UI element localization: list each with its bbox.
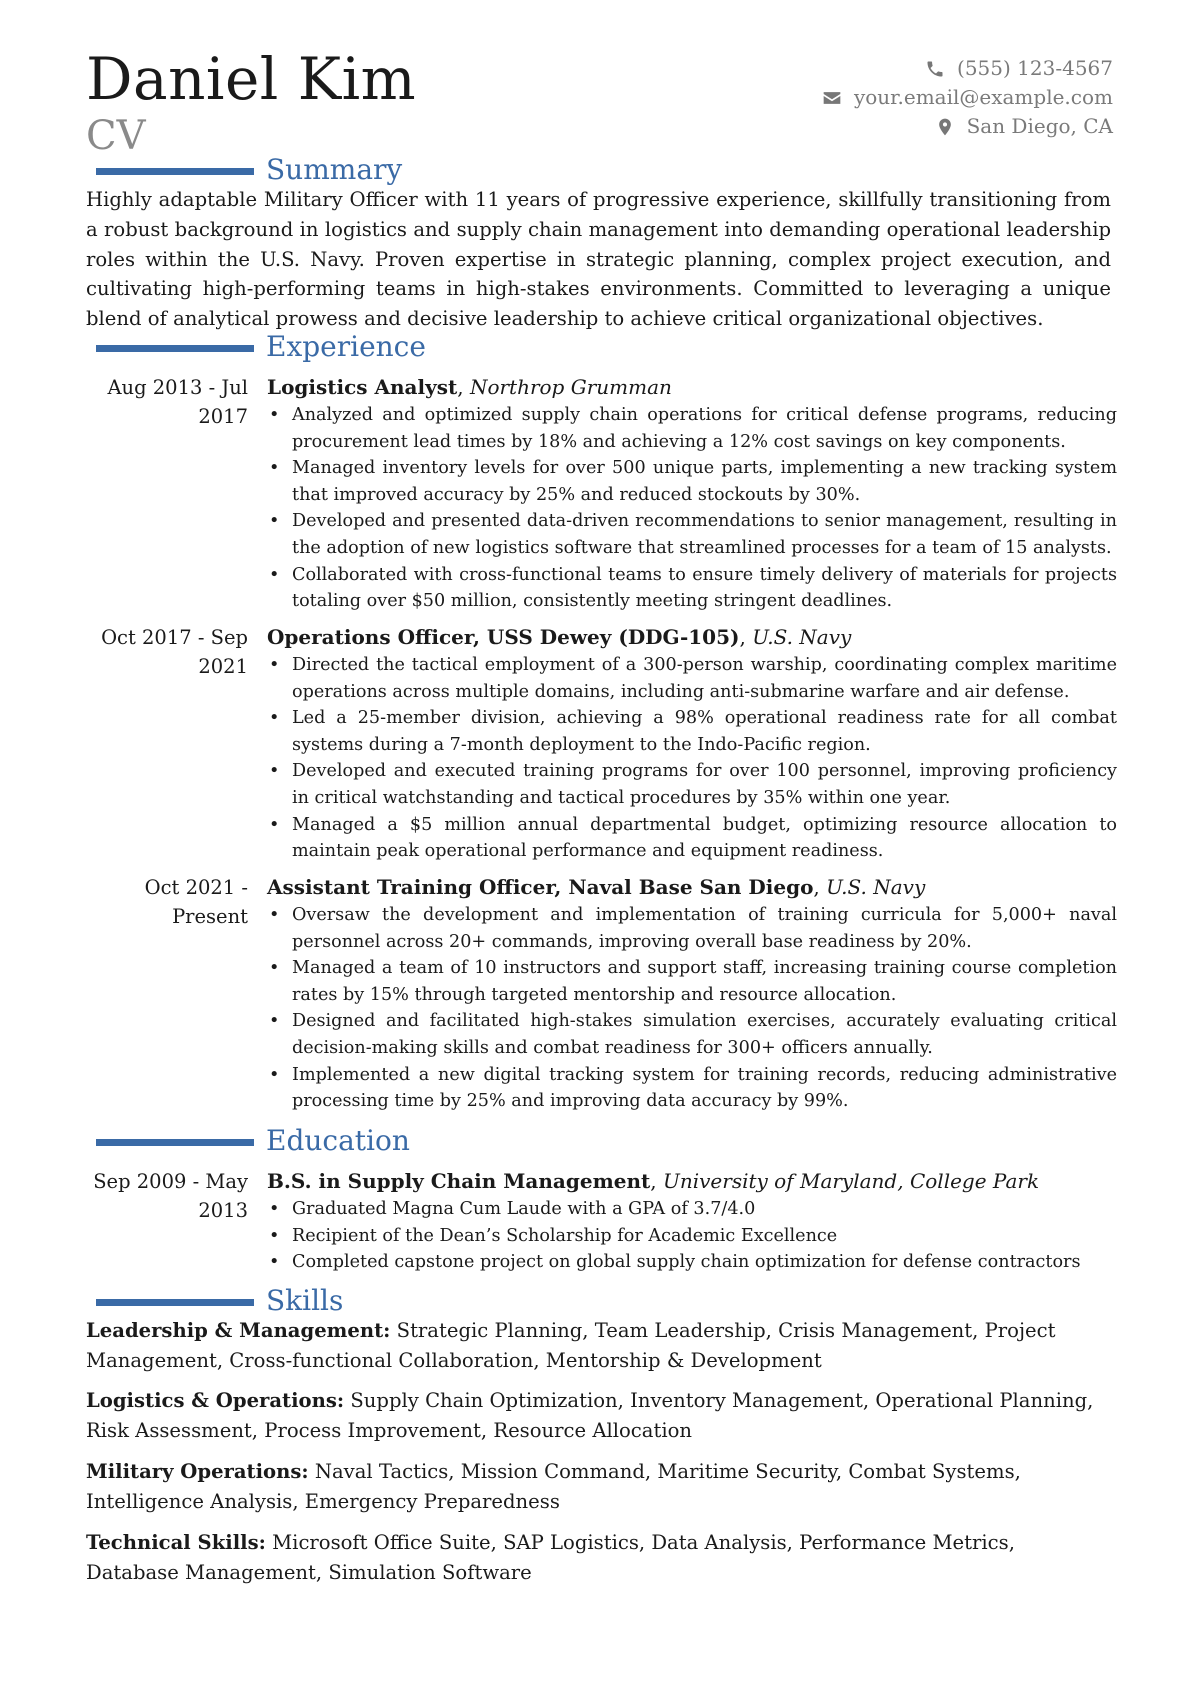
list-item: • Oversaw the development and implementation of training curricula for 5,000+ naval personnel across 20+ commands, improving overall base readiness by 20%.	[267, 902, 1117, 955]
phone-text: (555) 123-4567	[957, 56, 1113, 80]
section-title: Experience	[266, 330, 426, 363]
skill-list: Microsoft Office Suite, SAP Logistics, Data Analysis, Performance Metrics, Database Management, Simulation Software	[86, 1531, 1015, 1584]
map-pin-icon	[935, 117, 955, 137]
section-accent-bar	[96, 168, 254, 175]
section-heading-experience	[96, 329, 1116, 365]
degree-title: B.S. in Supply Chain Management	[267, 1169, 651, 1193]
location-text: San Diego, CA	[966, 114, 1113, 138]
bullet-list	[267, 652, 1117, 865]
phone-icon	[925, 59, 945, 79]
section-title: Summary	[266, 153, 403, 186]
email-text: your.email@example.com	[853, 85, 1113, 109]
contact-block	[822, 54, 1113, 141]
list-item: • Analyzed and optimized supply chain operations for critical defense programs, reducing procurement lead times by 18% and achieving a 12% cost savings on key components.	[267, 402, 1117, 455]
skill-list: Strategic Planning, Team Leadership, Crisis Management, Project Management, Cross-functional Collaboration, Mentorship & Development	[86, 1319, 1056, 1372]
document-subtitle: CV	[86, 113, 146, 159]
list-item: • Implemented a new digital tracking system for training records, reducing administrative processing time by 25% and improving data accuracy by 99%.	[267, 1062, 1117, 1115]
list-item: • Designed and facilitated high-stakes simulation exercises, accurately evaluating critical decision-making skills and combat readiness for 300+ officers annually.	[267, 1008, 1117, 1061]
envelope-icon	[822, 88, 842, 108]
list-item: • Developed and executed training programs for over 100 personnel, improving proficiency in critical watchstanding and tactical procedures by 35% within one year.	[267, 758, 1117, 811]
summary-text: Highly adaptable Military Officer with 11 years of progressive experience, skillfully transitioning from a robust background in logistics and supply chain management into demanding operational leadership roles within the U.S. Navy. Proven expertise in strategic planning, complex project execution, and cultivating high-performing teams in high-stakes environments. Committed to leveraging a unique blend of analytical prowess and decisive leadership to achieve critical organizational objectives.	[86, 188, 1111, 331]
skill-group	[86, 1386, 1113, 1446]
entry-body	[267, 873, 1117, 1115]
organization: Northrop Grumman	[469, 375, 672, 399]
contact-location	[822, 112, 1113, 141]
skill-label: Leadership & Management:	[86, 1319, 391, 1342]
entry-dates: Oct 2021 - Present	[144, 876, 248, 928]
entry-heading: Logistics Analyst, Northrop Grumman	[267, 375, 672, 399]
entry-body	[267, 1167, 1117, 1276]
section-accent-bar	[96, 1139, 254, 1146]
contact-email[interactable]	[822, 83, 1113, 112]
list-item: • Developed and presented data-driven recommendations to senior management, resulting in the adoption of new logistics software that streamlined processes for a team of 15 analysts.	[267, 508, 1117, 561]
section-heading-skills	[96, 1283, 1116, 1319]
bullet-list	[267, 1196, 1117, 1276]
list-item: • Managed a $5 million annual departmental budget, optimizing resource allocation to maintain peak operational performance and equipment readiness.	[267, 812, 1117, 865]
job-title: Assistant Training Officer, Naval Base San Diego	[267, 875, 814, 899]
skill-label: Logistics & Operations:	[86, 1389, 345, 1412]
list-item: • Collaborated with cross-functional teams to ensure timely delivery of materials for projects totaling over $50 million, consistently meeting stringent deadlines.	[267, 562, 1117, 615]
skill-list: Supply Chain Optimization, Inventory Management, Operational Planning, Risk Assessment, Process Improvement, Resource Allocation	[86, 1389, 1094, 1442]
skill-label: Military Operations:	[86, 1460, 309, 1483]
contact-phone[interactable]	[822, 54, 1113, 83]
job-title: Logistics Analyst	[267, 375, 458, 399]
section-title: Education	[266, 1124, 410, 1157]
section-heading-summary	[96, 152, 1116, 188]
section-accent-bar	[96, 345, 254, 352]
list-item: • Managed inventory levels for over 500 unique parts, implementing a new tracking system that improved accuracy by 25% and reduced stockouts by 30%.	[267, 455, 1117, 508]
skill-label: Technical Skills:	[86, 1531, 266, 1554]
section-accent-bar	[96, 1299, 254, 1306]
entry-dates: Aug 2013 - Jul 2017	[107, 376, 248, 428]
skill-group	[86, 1457, 1113, 1517]
skill-group	[86, 1316, 1113, 1376]
list-item: • Directed the tactical employment of a 300-person warship, coordinating complex maritime operations across multiple domains, including anti-submarine warfare and air defense.	[267, 652, 1117, 705]
list-item: • Completed capstone project on global supply chain optimization for defense contractors	[267, 1249, 1117, 1276]
bullet-list	[267, 402, 1117, 615]
section-title: Skills	[266, 1284, 344, 1317]
entry-dates: Sep 2009 - May 2013	[93, 1170, 248, 1222]
entry-heading: B.S. in Supply Chain Management, University of Maryland, College Park	[267, 1169, 1040, 1193]
entry-body	[267, 623, 1117, 865]
bullet-list	[267, 902, 1117, 1115]
entry-dates: Oct 2017 - Sep 2021	[101, 626, 248, 678]
section-heading-education	[96, 1123, 1116, 1159]
entry-heading: Assistant Training Officer, Naval Base San Diego, U.S. Navy	[267, 875, 926, 899]
organization: U.S. Navy	[826, 875, 926, 899]
job-title: Operations Officer, USS Dewey (DDG-105)	[267, 625, 740, 649]
organization: U.S. Navy	[752, 625, 852, 649]
institution: University of Maryland, College Park	[662, 1169, 1040, 1193]
skill-group	[86, 1528, 1113, 1588]
person-name: Daniel Kim	[86, 45, 417, 113]
list-item: • Graduated Magna Cum Laude with a GPA of 3.7/4.0	[267, 1196, 1117, 1223]
skill-list: Naval Tactics, Mission Command, Maritime Security, Combat Systems, Intelligence Analysis, Emergency Preparedness	[86, 1460, 1021, 1513]
list-item: • Led a 25-member division, achieving a 98% operational readiness rate for all combat systems during a 7-month deployment to the Indo-Pacific region.	[267, 705, 1117, 758]
entry-body	[267, 373, 1117, 615]
list-item: • Recipient of the Dean’s Scholarship for Academic Excellence	[267, 1223, 1117, 1250]
list-item: • Managed a team of 10 instructors and support staff, increasing training course completion rates by 15% through targeted mentorship and resource allocation.	[267, 955, 1117, 1008]
entry-heading: Operations Officer, USS Dewey (DDG-105), U.S. Navy	[267, 625, 852, 649]
